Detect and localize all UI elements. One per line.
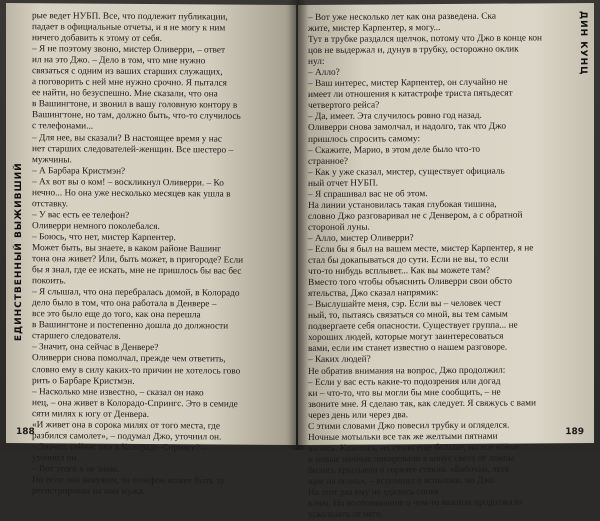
text-line: связаться с одним из ваших старших служащих, <box>32 66 223 78</box>
text-line: дело было в том, что она работала в Денвере – <box>32 298 217 310</box>
text-line: ил на это Джо. – Дело в том, что мне нужно <box>32 55 206 67</box>
text-line: «И живет она в сорока милях от того места, где <box>32 419 220 432</box>
left-page-number: 188 <box>16 427 35 438</box>
text-line: – Для нее, вы сказали? В настоящее время у нас <box>32 132 222 145</box>
text-line: рые ведет НУБП. Все, что подлежит публикации, <box>32 11 228 23</box>
text-line: сяти милях к югу от Денвера. <box>32 408 150 420</box>
text-line: – Я не поэтому звоню, мистер Оливерри, – ответ <box>32 44 226 56</box>
text-line: разбился самолет», – подумал Джо, уточнил он. <box>32 430 222 443</box>
text-line: – Если бы я был на вашем месте, мистер Карпентер, я не <box>308 243 534 255</box>
text-line: вами, если им станет известно о нашем разговоре. <box>308 342 508 355</box>
right-page-number: 189 <box>565 427 584 438</box>
text-line: покоить. <box>32 276 66 287</box>
text-line: с телефонами... <box>32 121 94 133</box>
text-line: звоните мне. Я сделаю так, как следует. Я свяжусь с вами <box>308 398 536 410</box>
text-line: – Боюсь, что нет, мистер Карпентер. <box>32 232 176 244</box>
text-line: – А Барбара Кристмэн? <box>32 165 126 177</box>
text-line: цов не выдержал и, дунув в трубку, осторожно оклик <box>308 44 519 57</box>
left-page-text <box>32 11 288 497</box>
right-page <box>298 3 594 521</box>
text-line: Но если она замужем, то телефон может быть за <box>32 475 224 487</box>
text-line: ный отчет НУБП. <box>308 178 378 189</box>
text-line: словно Джо разговаривал не с Денвером, а с обратной <box>308 210 523 222</box>
text-line: пришлось спросить самому: <box>308 133 421 145</box>
text-line: ускользать от него. <box>308 509 383 521</box>
text-line: Тут в трубке раздался щелчок, потому что Джо в конце кон <box>308 33 542 46</box>
text-line: щие на огонь», – вспомнил о вспышки, но Джо <box>308 475 495 487</box>
text-line: имеет ли отношения к катастрофе триста пятьдесят <box>308 88 513 101</box>
text-line: бы я знал, где ее искать, мне не пришлось бы вас бес <box>32 265 242 277</box>
text-line: На этот раз ему не удалось снова <box>308 487 439 498</box>
text-line: – Выслушайте меня, сэр. Если вы – человек чест <box>308 298 502 311</box>
text-line: – Вот уже несколько лет как она разведена. Ска <box>308 11 496 23</box>
text-line: На линии установилась такая глубокая тишина, <box>308 199 497 211</box>
text-line: ничего добавить к этому от себя. <box>32 33 163 45</box>
text-line: ее найти, но безуспешно. Мне сказали, что она <box>32 88 218 100</box>
text-line: рить о Барбаре Кристмэн. <box>32 375 135 387</box>
text-line: бились крыльями о горячее стекло. «Бабочки, летя <box>308 464 509 476</box>
text-line: Не обратив внимания на вопрос, Джо продолжил: <box>308 365 506 377</box>
text-line: Оливерри снова замолчал, и надолго, так что Джо <box>308 122 506 134</box>
text-line: Оливерри снова помолчал, прежде чем ответить, <box>32 353 226 365</box>
left-running-head: ЕДИНСТВЕННЫЙ ВЫЖИВШИЙ <box>14 162 24 342</box>
text-line: Вашингтоне, но там, должно быть, что-то случилось <box>32 110 241 123</box>
right-running-head: ДИН КУНЦ <box>578 11 588 76</box>
left-page <box>6 3 296 497</box>
text-line: ключ. Но воспоминание о чем-то важном продолжало <box>308 497 522 510</box>
text-line: старшего следователя. <box>32 331 121 343</box>
text-line: – У вас есть ее телефон? <box>32 210 130 221</box>
text-line: хороших людей, которые могут заинтересоваться <box>308 331 504 344</box>
text-line: падает в официальные отчеты, и я не могу к ним <box>32 22 226 34</box>
text-line: – Как у уже сказал, мистер, существует официаль <box>308 166 505 178</box>
text-line: что-то нибудь всплывет... Как вы можете там? <box>308 265 490 278</box>
text-line: Может быть, вы знаете, в каком районе Вашинг <box>32 243 221 255</box>
text-line: – Да, имеет. Эта случилось ровно год назад. <box>308 111 482 123</box>
right-page-text <box>308 11 574 521</box>
text-line: жите, мистер Карпентер, я могу... <box>308 23 441 35</box>
text-line: а поговорить с ней мне нужно срочно. Я пытался <box>32 77 227 89</box>
text-line: через день или через два. <box>308 409 409 421</box>
text-line: нет старших следователей-женщин. Все шестеро – <box>32 143 234 156</box>
text-line: Оливерри немного поколебался. <box>32 221 160 232</box>
text-line: четвертого рейса? <box>308 100 380 112</box>
text-line: странное? <box>308 156 349 167</box>
text-line: Вместо того чтобы объяснить Оливерри свои обсто <box>308 276 513 289</box>
text-line: – Значит, она сейчас в Денвере? <box>32 342 159 354</box>
text-line: в Вашингтоне и постепенно дошла до должности <box>32 320 229 332</box>
text-line: вились. Казалось, их стало еще больше, но все новые <box>308 442 520 454</box>
text-line: подвергаете себя опасности. Существует группа... не <box>308 320 518 333</box>
text-line: – Ваш интерес, мистер Карпентер, он случайно не <box>308 77 508 90</box>
text-line: – Значит, сейчас она в Колорадо-Спрингс? – <box>32 441 208 454</box>
text-line: – Ах вот вы о ком! – воскликнул Оливерри. – Ко <box>32 176 224 189</box>
text-line: нец, – она живет в Колорадо-Спрингс. Это в семиде <box>32 397 238 410</box>
text-line: – Скажите, Марио, в этом деле было что-то <box>308 144 481 156</box>
text-line: – Насколько мне известно, – сказал он нако <box>32 386 204 398</box>
text-line: отставку. <box>32 198 68 210</box>
text-line: – Вот этого я не знаю. <box>32 464 120 475</box>
text-line: – Алло, мистер Оливерри? <box>308 233 414 244</box>
text-line: тона она живет? Или, быть может, в пригороде? Если <box>32 254 244 266</box>
text-line: – Я слышал, что она перебралась домой, в Колорадо <box>32 287 240 299</box>
text-line: регистрирован на имя мужа. <box>32 486 145 497</box>
text-line: – Алло? <box>308 67 340 79</box>
text-line: все это было еще до того, как она перешла <box>32 309 201 321</box>
text-line: стал бы докапываться до сути. Если не вы, то если <box>308 254 509 266</box>
text-line: нечно... Но она уже несколько месяцев как ушла в <box>32 187 231 200</box>
text-line: – Если у вас есть какие-то подозрения или догад <box>308 376 501 388</box>
text-line: ки – что-то, что вы могли бы мне сообщить, – не <box>308 387 501 399</box>
text-line: ный, то, пытаясь связаться со мной, вы тем самым <box>308 309 508 322</box>
text-line: стороной луны. <box>308 222 370 233</box>
text-line: – Я спрашивал вас не об этом. <box>308 188 428 200</box>
text-line: – Каких людей? <box>308 354 371 366</box>
text-line: нул: <box>308 57 325 68</box>
text-line: мужчины. <box>32 154 72 166</box>
text-line: словно ему в силу каких-то причин не хотелось гово <box>32 364 241 377</box>
text-line: уточнил он. <box>32 453 79 464</box>
text-line: и новые ночные пикировали в конус света от лампы <box>308 453 515 465</box>
text-line: в Вашингтоне, и звонил в вашу головную контору в <box>32 99 238 111</box>
text-line: С этими словами Джо повесил трубку и огляделся. <box>308 420 510 432</box>
text-line: ятельства, Джо сказал напрямик: <box>308 288 439 300</box>
text-line: Ночные мотыльки все так же желтыми пятнами <box>308 431 498 443</box>
